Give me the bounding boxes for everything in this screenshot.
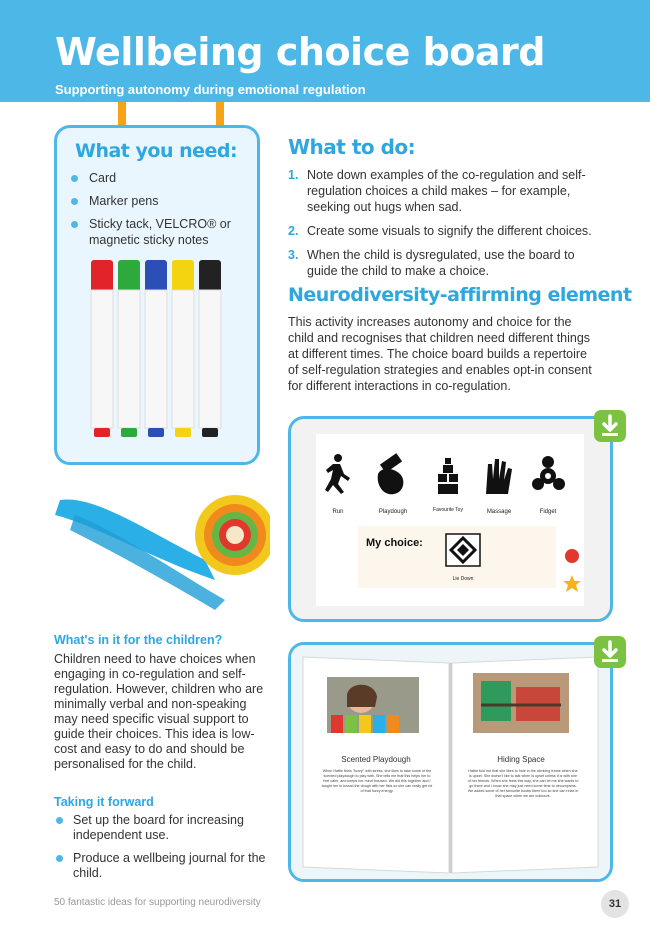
what-you-need-title: What you need: (75, 140, 238, 162)
list-item: Sticky tack, VELCRO® or magnetic sticky notes (69, 216, 254, 248)
list-item: Set up the board for increasing independent use. (54, 813, 269, 843)
neurodiversity-text: This activity increases autonomy and choice for the child and recognises that children need different things at different times. The choice board builds a repertoire of self-regulation strategies and enables opt-in consent for different interactions in co-regulation. (288, 315, 592, 393)
my-choice-label: My choice: (366, 537, 423, 549)
journal-book-frame (288, 642, 613, 882)
book-left-title: Scented Playdough (341, 755, 411, 764)
download-icon[interactable] (594, 410, 626, 442)
marker-pen (91, 260, 113, 437)
step-number: 2. (288, 224, 299, 238)
journal-book-image (291, 645, 610, 879)
step-text: When the child is dysregulated, use the board to guide the child to make a choice. (307, 248, 575, 278)
for-children-text: Children need to have choices when engaging in co-regulation and self-regulation. However, children who are minimally verbal and non-speaking may need specific visual support to guide their choices. This idea is low-cost and easy to do and should be personalised for the child. (54, 652, 264, 771)
book-right-title: Hiding Space (497, 755, 545, 764)
option-label: Run (332, 509, 344, 515)
marker-pen (118, 260, 140, 437)
choice-board-frame (288, 416, 613, 622)
step-text: Create some visuals to signify the different choices. (307, 224, 592, 238)
list-item: Card (69, 170, 254, 186)
book-left-text: When Hattie feels "fuzzy" with stress, she likes to take some of the scented playdough to play with. She tells me that this helps her to feel calm, and keeps her mind focused. We did this together and I taught her to knead the dough with her fists so she can really get rid of that fuzzy energy. (321, 769, 433, 793)
velcro-roll-image (55, 470, 270, 620)
what-you-need-box (54, 125, 260, 465)
marker-pen (145, 260, 167, 437)
marker-pen (172, 260, 194, 437)
download-icon[interactable] (594, 636, 626, 668)
page-header (0, 0, 650, 102)
selected-choice-label: Lie Down (452, 576, 474, 582)
option-label: Favourite Toy (433, 507, 463, 513)
page-title: Wellbeing choice board (55, 30, 545, 74)
footer-book-title: 50 fantastic ideas for supporting neurodiversity (54, 897, 261, 908)
page-subtitle: Supporting autonomy during emotional regulation (55, 82, 366, 97)
what-to-do-list (288, 167, 598, 287)
taking-forward-title: Taking it forward (54, 795, 154, 809)
option-label: Fidget (539, 509, 557, 515)
step-text: Note down examples of the co-regulation and self-regulation choices a child makes – for example, seeking out hugs when sad. (307, 168, 586, 214)
lie-down-icon (446, 534, 480, 566)
marker-pen (199, 260, 221, 437)
taking-forward-list (54, 813, 269, 889)
step-item (288, 223, 598, 239)
step-item (288, 247, 598, 279)
what-to-do-title: What to do: (288, 135, 416, 159)
what-you-need-list (69, 170, 254, 255)
marker-pens-image (87, 258, 227, 443)
book-right-text: Hattie told me that she likes to hide in the climbing frame when she is upset. She doesn't like to talk when is upset unless it is with one of her friends. When she feels this way, she can let me she wants to go there and I know she may just need some time to decompress. We added some of her favourite books there too so she can relax in that space when we are outdoors. (467, 769, 579, 798)
step-number: 3. (288, 248, 299, 262)
page-number: 31 (601, 890, 629, 918)
choice-board-image (316, 434, 584, 606)
red-dot-icon (565, 549, 579, 563)
step-number: 1. (288, 168, 299, 182)
list-item: Marker pens (69, 193, 254, 209)
for-children-title: What's in it for the children? (54, 633, 223, 647)
child-playdough-photo (327, 677, 419, 733)
list-item: Produce a wellbeing journal for the child. (54, 851, 269, 881)
option-label: Massage (486, 509, 512, 515)
step-item (288, 167, 598, 215)
option-label: Playdough (378, 509, 408, 515)
neurodiversity-title: Neurodiversity-affirming element (288, 284, 632, 306)
climbing-frame-photo (473, 673, 569, 733)
